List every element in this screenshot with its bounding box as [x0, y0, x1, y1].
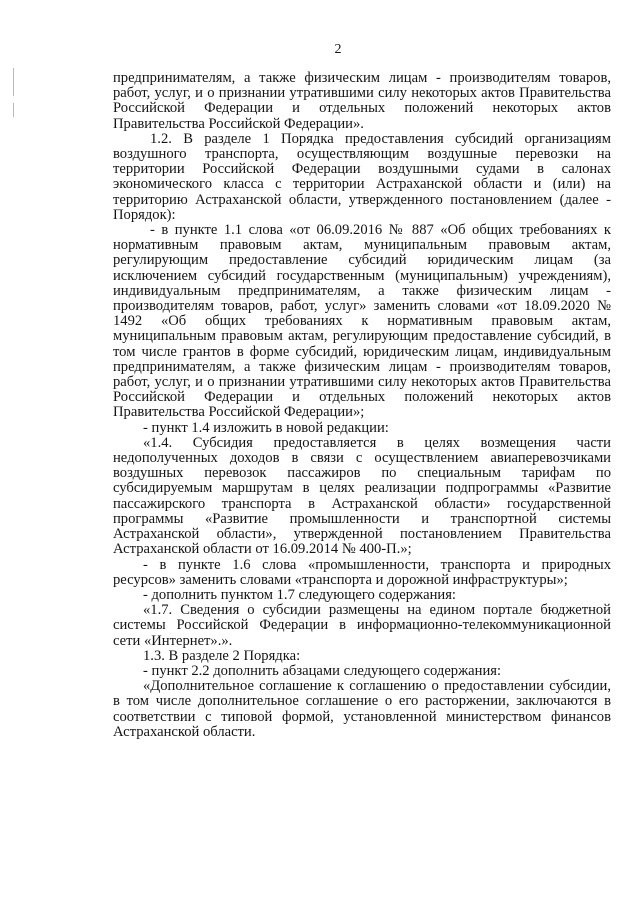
- scan-edge-mark: [13, 103, 14, 117]
- paragraph-item-1-4-intro: - пункт 1.4 изложить в новой редакции:: [143, 419, 389, 436]
- paragraph-item-1-7-intro: - дополнить пунктом 1.7 следующего содержания:: [143, 586, 456, 603]
- paragraph-item-1-1-amendment: - в пункте 1.1 слова «от 06.09.2016 № 887 «Об общих требованиях к нормативным правовым актам, муниципальным правовым актам, регулирующим предоставление субсидий юридическим лицам (за исключением субсидий государственным (муниципальным) учреждениям), индивидуальным предпринимателям, а также физическим лицам - производителям товаров, работ, услуг» заменить словами «от 18.09.2020 № 1492 «Об общих требованиях к нормативным правовым актам, муниципальным правовым актам, регулирующим предоставление субсидий, в том числе грантов в форме субсидий, юридическим лицам, индивидуальным предпринимателям, а также физическим лицам - производителям товаров, работ, услуг, и о признании утратившими силу некоторых актов Правительства Российской Федерации и отдельных положений некоторых актов Правительства Российской Федерации»;: [113, 222, 611, 421]
- scan-edge-mark: [13, 68, 14, 96]
- paragraph-item-1-4-text: «1.4. Субсидия предоставляется в целях возмещения части недополученных доходов в связи с осуществлением авиаперевозчиками воздушных перевозок пассажиров по специальным тарифам по субсидируемым маршрутам в целях реализации подпрограммы «Развитие пассажирского транспорта в Астраханской области» государственной программы «Развитие промышленности и транспортной системы Астраханской области», утвержденной постановлением Правительства Астраханской области от 16.09.2014 № 400-П.»;: [113, 434, 611, 558]
- paragraph-item-1-7-text: «1.7. Сведения о субсидии размещены на едином портале бюджетной системы Российской Федерации в информационно-телекоммуникационной сети «Интернет».».: [113, 602, 611, 649]
- page-number: 2: [334, 42, 342, 57]
- paragraph-section-1-3: 1.3. В разделе 2 Порядка:: [143, 647, 301, 664]
- paragraph-item-1-6-amendment: - в пункте 1.6 слова «промышленности, транспорта и природных ресурсов» заменить словами «транспорта и дорожной инфраструктуры»;: [113, 556, 611, 588]
- paragraph-section-1-2: 1.2. В разделе 1 Порядка предоставления субсидий организациям воздушного транспорта, осуществляющим воздушные перевозки на территории Российской Федерации воздушными судами в салонах экономического класса с территории Астраханской области и (или) на территорию Астраханской области, утвержденного постановлением (далее - Порядок):: [113, 130, 611, 223]
- paragraph-item-2-2-text: «Дополнительное соглашение к соглашению о предоставлении субсидии, в том числе дополнительное соглашение о его расторжении, заключаются в соответствии с типовой формой, установленной министерством финансов Астраханской области.: [113, 678, 611, 740]
- paragraph-item-2-2-intro: - пункт 2.2 дополнить абзацами следующего содержания:: [143, 662, 502, 679]
- paragraph-continuation: предпринимателям, а также физическим лицам - производителям товаров, работ, услуг, и о признании утратившими силу некоторых актов Правительства Российской Федерации и отдельных положений некоторых актов Правительства Российской Федерации».: [113, 70, 611, 132]
- document-body: [113, 71, 611, 740]
